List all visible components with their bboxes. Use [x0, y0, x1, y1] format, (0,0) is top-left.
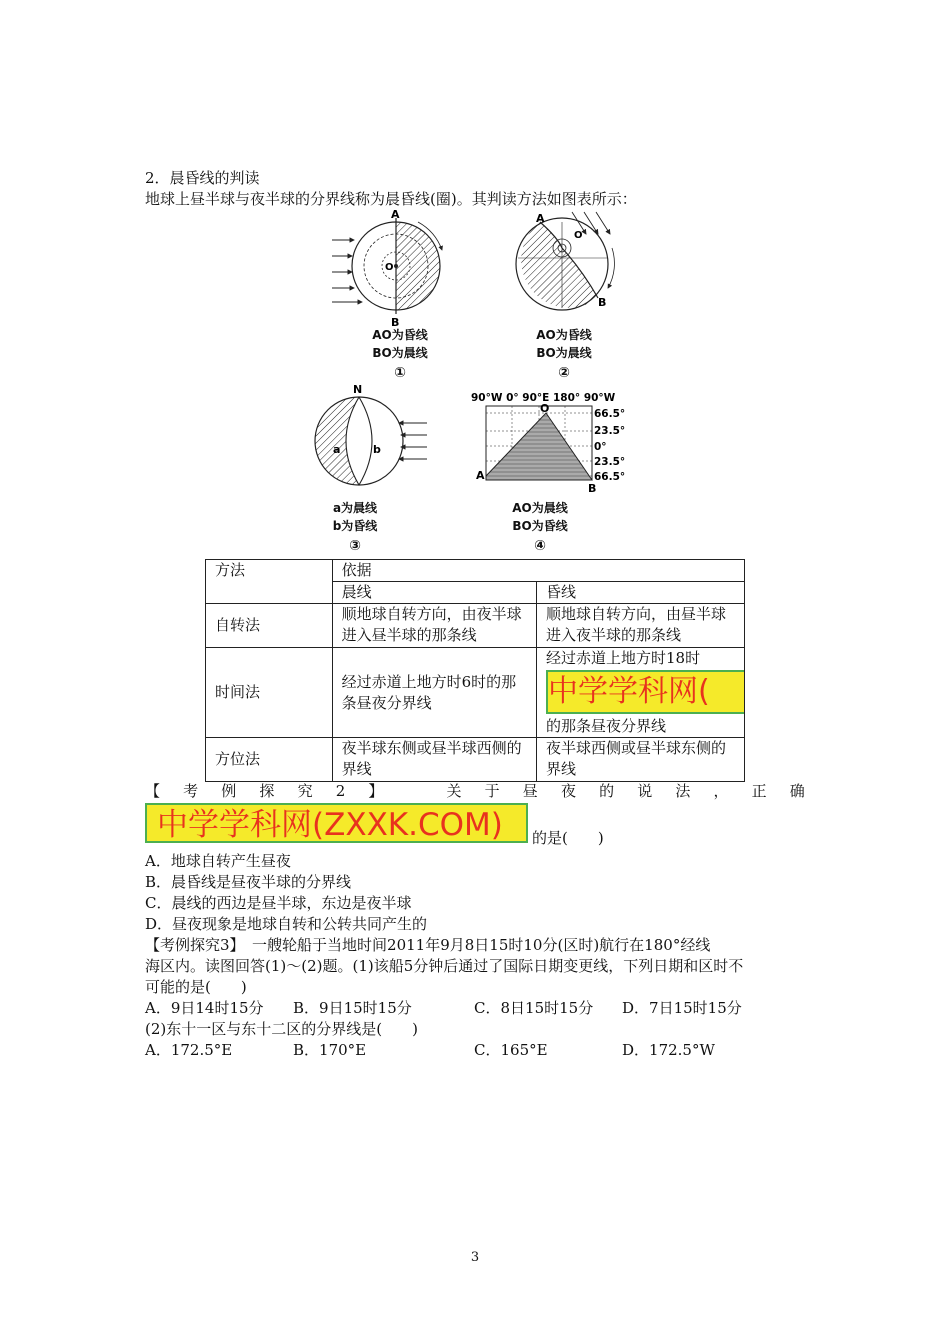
fig3-caption: [305, 499, 405, 555]
fig3-caption-line1: a为晨线: [332, 501, 378, 515]
fig3-number: ③: [349, 538, 361, 554]
fig4-lat-2: 23.5°: [594, 425, 626, 437]
fig4-label-b: B: [588, 482, 597, 495]
q2-char: 探: [259, 782, 275, 800]
fig4-lat-4: 23.5°: [594, 456, 626, 468]
row1-dawn: 顺地球自转方向，由夜半球进入昼半球的那条线: [332, 604, 536, 648]
table-row: [206, 738, 745, 782]
fig2-caption-line2: BO为晨线: [536, 346, 592, 360]
fig4-caption-line2: BO为昏线: [512, 519, 568, 533]
figure-3: [305, 383, 435, 498]
q3-options-1: [145, 998, 742, 1018]
fig3-label-b: b: [373, 443, 381, 456]
q2-char: 例: [221, 782, 237, 800]
page-number: 3: [470, 1250, 480, 1265]
q2-char: 正: [751, 782, 767, 800]
q3-opt2-d: D．172.5°W: [622, 1041, 715, 1059]
q2-char: 】: [368, 782, 384, 800]
fig4-caption: [490, 499, 590, 555]
q2-option-a: A．地球自转产生昼夜: [145, 852, 291, 870]
fig2-caption-line1: AO为昏线: [536, 328, 592, 342]
q2-char: 法: [675, 782, 691, 800]
figure-1-diagram: [330, 208, 445, 328]
intro-text: 地球上昼半球与夜半球的分界线称为晨昏线(圈)。其判读方法如图表所示：: [145, 190, 637, 208]
fig4-lat-3: 0°: [594, 441, 607, 453]
fig1-caption: [350, 326, 450, 382]
figure-4-diagram: [470, 390, 630, 498]
q3-opt2-b: B．170°E: [293, 1041, 367, 1059]
q3-options-2: [145, 1040, 715, 1060]
row1-method: 自转法: [206, 604, 333, 648]
q2-char: 确: [789, 782, 805, 800]
q3-opt1-b: B．9日15时15分: [293, 999, 412, 1017]
q2-option-b: B．晨昏线是昼夜半球的分界线: [145, 873, 352, 891]
q2-char: 说: [637, 782, 653, 800]
q2-char: 究: [297, 782, 313, 800]
fig2-label-b: B: [598, 296, 607, 309]
row2-method: 时间法: [206, 648, 333, 738]
figure-1: [330, 208, 445, 328]
q3-line-3: 可能的是( ): [145, 978, 247, 996]
q2-char: ，: [713, 782, 729, 800]
q2-char: 昼: [522, 782, 538, 800]
q2-char: 于: [484, 782, 500, 800]
q2-char: 2: [335, 782, 346, 800]
fig1-caption-line1: AO为昏线: [372, 328, 428, 342]
table-row: [206, 648, 745, 738]
header-method: 方法: [206, 560, 333, 604]
row2-dusk-line1: 经过赤道上地方时18时: [545, 649, 701, 667]
section-title: 2．晨昏线的判读: [145, 169, 260, 187]
q2-option-d: D．昼夜现象是地球自转和公转共同产生的: [145, 915, 428, 933]
fig2-number: ②: [558, 365, 570, 381]
figure-2-diagram: [512, 208, 632, 318]
header-dusk: 昏线: [536, 582, 744, 604]
figure-3-diagram: [305, 383, 435, 498]
fig1-number: ①: [394, 365, 406, 381]
fig1-label-b: B: [391, 316, 400, 328]
q3-opt1-d: D．7日15时15分: [622, 999, 742, 1017]
q3-opt1-a: A．9日14时15分: [145, 999, 264, 1017]
fig4-label-a: A: [476, 469, 485, 482]
q3-sub-2: (2)东十一区与东十二区的分界线是( ): [145, 1020, 418, 1038]
q2-char: 的: [599, 782, 615, 800]
fig4-number: ④: [534, 538, 546, 554]
q2-header-line: [145, 781, 805, 801]
fig3-label-n: N: [353, 383, 363, 396]
q3-opt1-c: C．8日15时15分: [474, 999, 594, 1017]
q2-char: 考: [183, 782, 199, 800]
row3-method: 方位法: [206, 738, 333, 782]
header-dawn: 晨线: [332, 582, 536, 604]
q3-opt2-c: C．165°E: [474, 1041, 548, 1059]
q3-line-2: 海区内。读图回答(1)～(2)题。(1)该船5分钟后通过了国际日期变更线，下列日期和区时不: [145, 957, 744, 975]
row2-dawn: 经过赤道上地方时6时的那条昼夜分界线: [332, 648, 536, 738]
q2-option-c: C．晨线的西边是昼半球，东边是夜半球: [145, 894, 412, 912]
row3-dawn: 夜半球东侧或昼半球西侧的界线: [332, 738, 536, 782]
watermark-banner-small: 中学学科网(: [546, 670, 744, 714]
fig4-label-o: O: [540, 402, 550, 415]
fig2-caption: [514, 326, 614, 382]
header-basis: 依据: [332, 560, 744, 582]
fig4-longitudes: 90°W 0° 90°E 180° 90°W: [471, 392, 616, 404]
fig4-lat-5: 66.5°: [594, 471, 626, 483]
fig1-label-o: O: [385, 262, 394, 273]
row1-dusk: 顺地球自转方向，由昼半球进入夜半球的那条线: [536, 604, 744, 648]
q3-opt2-a: A．172.5°E: [145, 1041, 233, 1059]
fig1-label-a: A: [391, 208, 400, 221]
method-table: [205, 559, 745, 782]
fig4-caption-line1: AO为晨线: [512, 501, 568, 515]
q2-char: 夜: [560, 782, 576, 800]
row3-dusk: 夜半球西侧或昼半球东侧的界线: [536, 738, 744, 782]
q2-tail: 的是( ): [532, 829, 604, 847]
fig2-label-a: A: [536, 212, 545, 225]
figure-2: [512, 208, 632, 318]
watermark-banner: 中学学科网(ZXXK.COM): [145, 803, 528, 843]
table-row: [206, 604, 745, 648]
fig2-label-o: O: [574, 230, 583, 241]
row2-dusk-line2: 的那条昼夜分界线: [545, 717, 666, 735]
fig4-lat-1: 66.5°: [594, 408, 626, 420]
fig3-label-a: a: [333, 443, 341, 456]
fig3-caption-line2: b为昏线: [332, 519, 378, 533]
q2-char: 关: [446, 782, 462, 800]
q3-line-1: 【考例探究3】 一艘轮船于当地时间2011年9月8日15时10分(区时)航行在180°经线: [145, 936, 711, 954]
figure-4: [470, 390, 630, 498]
q2-char: 【: [145, 782, 161, 800]
row2-dusk: [536, 648, 744, 738]
fig1-caption-line2: BO为晨线: [372, 346, 428, 360]
